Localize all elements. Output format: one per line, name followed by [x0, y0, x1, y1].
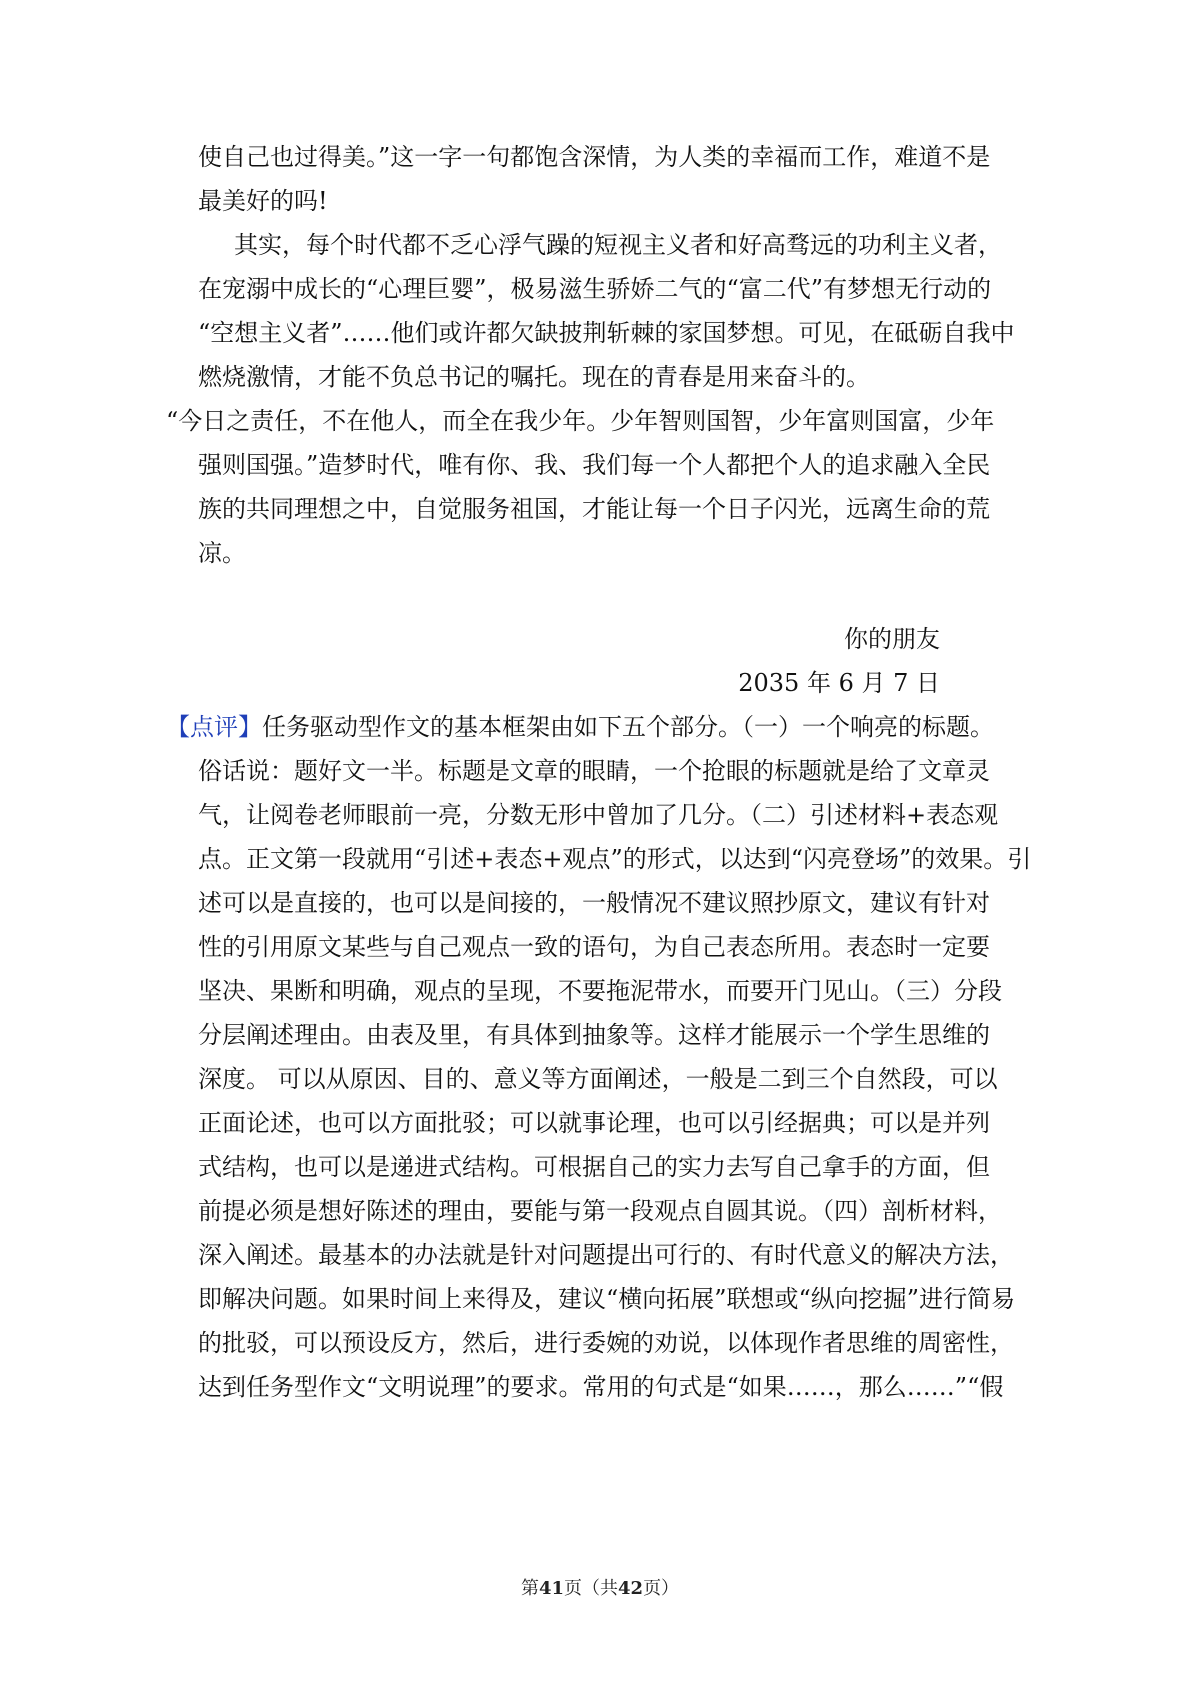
body-line	[0, 494, 1200, 524]
body-line-text: 在宠溺中成长的“心理巨婴”，极易滋生骄娇二气的“富二代”有梦想无行动的	[198, 275, 992, 303]
body-line-text: 其实，每个时代都不乏心浮气躁的短视主义者和好高骛远的功利主义者，	[234, 231, 1002, 259]
review-line: 性的引用原文某些与自己观点一致的语句，为自己表态所用。表态时一定要	[198, 933, 990, 961]
review-line: 的批驳，可以预设反方，然后，进行委婉的劝说，以体现作者思维的周密性，	[198, 1329, 1014, 1357]
body-line	[0, 406, 1200, 436]
review-line: 即解决问题。如果时间上来得及，建议“横向拓展”联想或“纵向挖掘”进行简易	[198, 1285, 1016, 1313]
review-line: 坚决、果断和明确，观点的呈现，不要拖泥带水，而要开门见山。（三）分段	[198, 977, 1002, 1005]
review-first-line	[0, 712, 1200, 742]
body-line-text: 族的共同理想之中，自觉服务祖国，才能让每一个日子闪光，远离生命的荒	[198, 495, 990, 523]
body-line-text: “今日之责任，不在他人，而全在我少年。少年智则国智，少年富则国富，少年	[166, 407, 995, 435]
body-line-text: 强则国强。”造梦时代，唯有你、我、我们每一个人都把个人的追求融入全民	[198, 451, 991, 479]
review-line: 气，让阅卷老师眼前一亮，分数无形中曾加了几分。（二）引述材料+表态观	[198, 801, 999, 829]
review-line: 深入阐述。最基本的办法就是针对问题提出可行的、有时代意义的解决方法，	[198, 1241, 1014, 1269]
review-line: 分层阐述理由。由表及里，有具体到抽象等。这样才能展示一个学生思维的	[198, 1021, 990, 1049]
body-line	[0, 538, 1200, 568]
review-line: 述可以是直接的，也可以是间接的，一般情况不建议照抄原文，建议有针对	[198, 889, 990, 917]
body-line	[0, 230, 1200, 260]
review-line: 正面论述，也可以方面批驳；可以就事论理，也可以引经据典；可以是并列	[198, 1109, 990, 1137]
review-label: 【点评】	[166, 713, 262, 741]
body-line-text: 凉。	[198, 539, 246, 567]
body-line	[0, 450, 1200, 480]
review-line: 深度。 可以从原因、目的、意义等方面阐述，一般是二到三个自然段，可以	[198, 1065, 998, 1093]
body-line	[0, 142, 1200, 172]
body-line	[0, 318, 1200, 348]
footer-page-number: 41	[538, 1578, 564, 1599]
body-line	[0, 274, 1200, 304]
review-line: 达到任务型作文“文明说理”的要求。常用的句式是“如果……，那么……”“假	[198, 1373, 1004, 1401]
footer-prefix: 第	[520, 1578, 539, 1599]
review-line: 点。正文第一段就用“引述+表态+观点”的形式，以达到“闪亮登场”的效果。引	[198, 845, 1032, 873]
body-line	[0, 362, 1200, 392]
footer-middle: 页（共	[564, 1578, 618, 1599]
body-line	[0, 186, 1200, 216]
footer-total-pages: 42	[618, 1578, 644, 1599]
review-first-line-text: 任务驱动型作文的基本框架由如下五个部分。（一）一个响亮的标题。	[262, 713, 994, 741]
body-line-text: 燃烧激情，才能不负总书记的嘱托。现在的青春是用来奋斗的。	[198, 363, 870, 391]
footer-suffix: 页）	[643, 1578, 680, 1599]
body-line-text: 使自己也过得美。”这一字一句都饱含深情，为人类的幸福而工作，难道不是	[198, 143, 991, 171]
signature-date: 2035 年 6 月 7 日	[738, 669, 940, 697]
body-line-text: “空想主义者”……他们或许都欠缺披荆斩棘的家国梦想。可见，在砥砺自我中	[198, 319, 1015, 347]
review-line: 前提必须是想好陈述的理由，要能与第一段观点自圆其说。（四）剖析材料，	[198, 1197, 1002, 1225]
body-line-text: 最美好的吗!	[198, 187, 328, 215]
review-line: 式结构，也可以是递进式结构。可根据自己的实力去写自己拿手的方面，但	[198, 1153, 990, 1181]
review-line: 俗话说：题好文一半。标题是文章的眼睛，一个抢眼的标题就是给了文章灵	[198, 757, 990, 785]
signature-name: 你的朋友	[844, 625, 940, 653]
page-footer	[0, 1578, 1200, 1600]
